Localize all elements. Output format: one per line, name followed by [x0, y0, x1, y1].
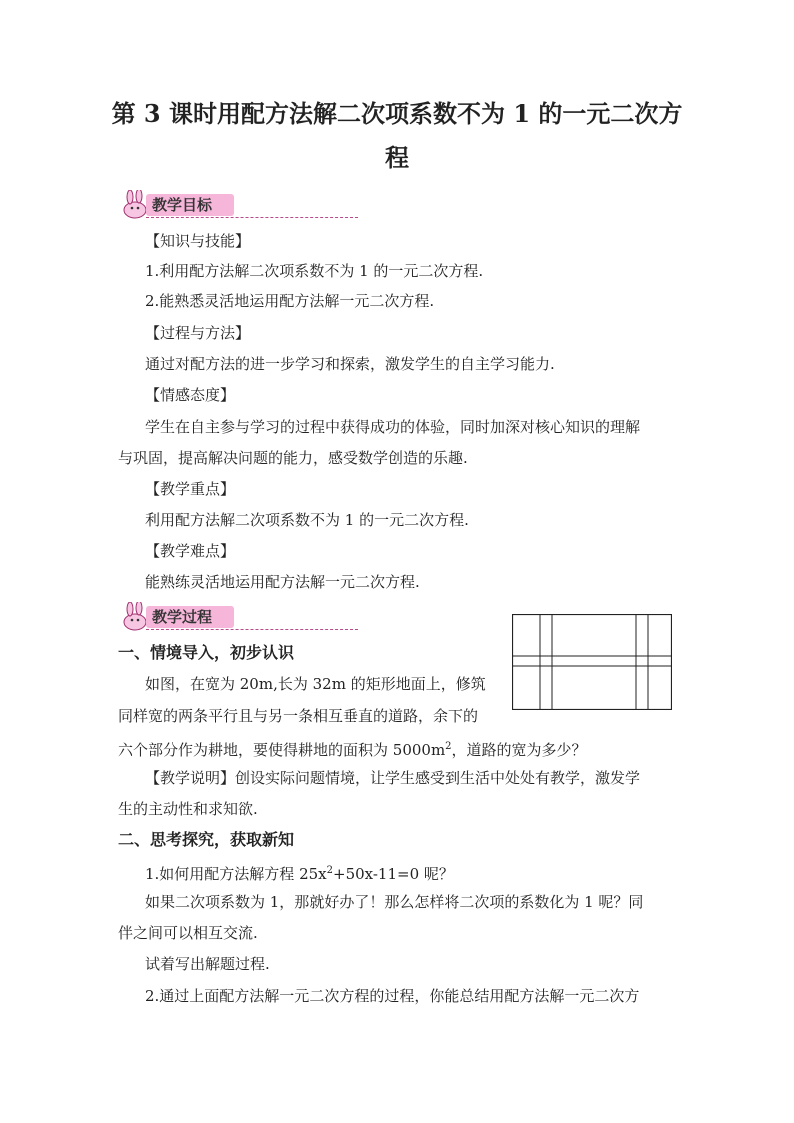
- section1-note-line-1: 【教学说明】创设实际问题情境，让学生感受到生活中处处有教学，激发学: [145, 769, 641, 787]
- section2-heading: 二、思考探究，获取新知: [118, 830, 295, 849]
- section1-paragraph-line-3: 六个部分作为耕地，要使得耕地的面积为 $5000m^2$，道路的宽为多少？: [118, 741, 587, 759]
- emotion-heading: 【情感态度】: [145, 386, 236, 404]
- section2-question-2: 2.通过上面配方法解一元二次方程的过程，你能总结用配方法解一元二次方: [145, 987, 640, 1005]
- page-title-continued: 程: [385, 143, 409, 172]
- difficulty-item-1: 能熟练灵活地运用配方法解一元二次方程.: [145, 573, 420, 591]
- section2-paragraph-line-1: 如果二次项系数为 1，那就好办了！那么怎样将二次项的系数化为 1 呢？同: [145, 893, 644, 911]
- emotion-item-line-2: 与巩固，提高解决问题的能力，感受数学创造的乐趣.: [118, 449, 468, 467]
- section2-paragraph-line-2: 伴之间可以相互交流.: [118, 924, 258, 942]
- section1-paragraph-line-1: 如图，在宽为 20m,长为 32m 的矩形地面上，修筑: [145, 675, 486, 693]
- key-points-heading: 【教学重点】: [145, 480, 236, 498]
- section1-heading: 一、情境导入，初步认识: [118, 643, 295, 662]
- method-item-1: 通过对配方法的进一步学习和探索，激发学生的自主学习能力.: [145, 355, 555, 373]
- badge-underline: [146, 217, 358, 218]
- knowledge-item-1: 1.利用配方法解二次项系数不为 1 的一元二次方程.: [145, 262, 484, 280]
- section2-paragraph-3: 试着写出解题过程.: [145, 955, 270, 973]
- section1-paragraph-line-2: 同样宽的两条平行且与另一条相互垂直的道路，余下的: [118, 707, 479, 725]
- section1-note-line-2: 生的主动性和求知欲.: [118, 800, 258, 818]
- page-title: 第 3 课时用配方法解二次项系数不为 1 的一元二次方: [111, 99, 683, 128]
- emotion-item-line-1: 学生在自主参与学习的过程中获得成功的体验，同时加深对核心知识的理解: [145, 418, 641, 436]
- key-points-item-1: 利用配方法解二次项系数不为 1 的一元二次方程.: [145, 511, 469, 529]
- objectives-badge-label: 教学目标: [152, 196, 213, 214]
- objectives-section-badge: [118, 190, 368, 220]
- field-with-roads-figure: [512, 614, 672, 710]
- section2-question-1: 1.如何用配方法解方程 $25x^2+50x-11=0$ 呢？: [145, 865, 454, 883]
- process-badge-label: 教学过程: [152, 608, 213, 626]
- badge-underline: [146, 629, 358, 630]
- difficulty-heading: 【教学难点】: [145, 542, 236, 560]
- knowledge-item-2: 2.能熟悉灵活地运用配方法解一元二次方程.: [145, 292, 435, 310]
- knowledge-heading: 【知识与技能】: [145, 232, 251, 250]
- method-heading: 【过程与方法】: [145, 324, 251, 342]
- process-section-badge: [118, 602, 368, 632]
